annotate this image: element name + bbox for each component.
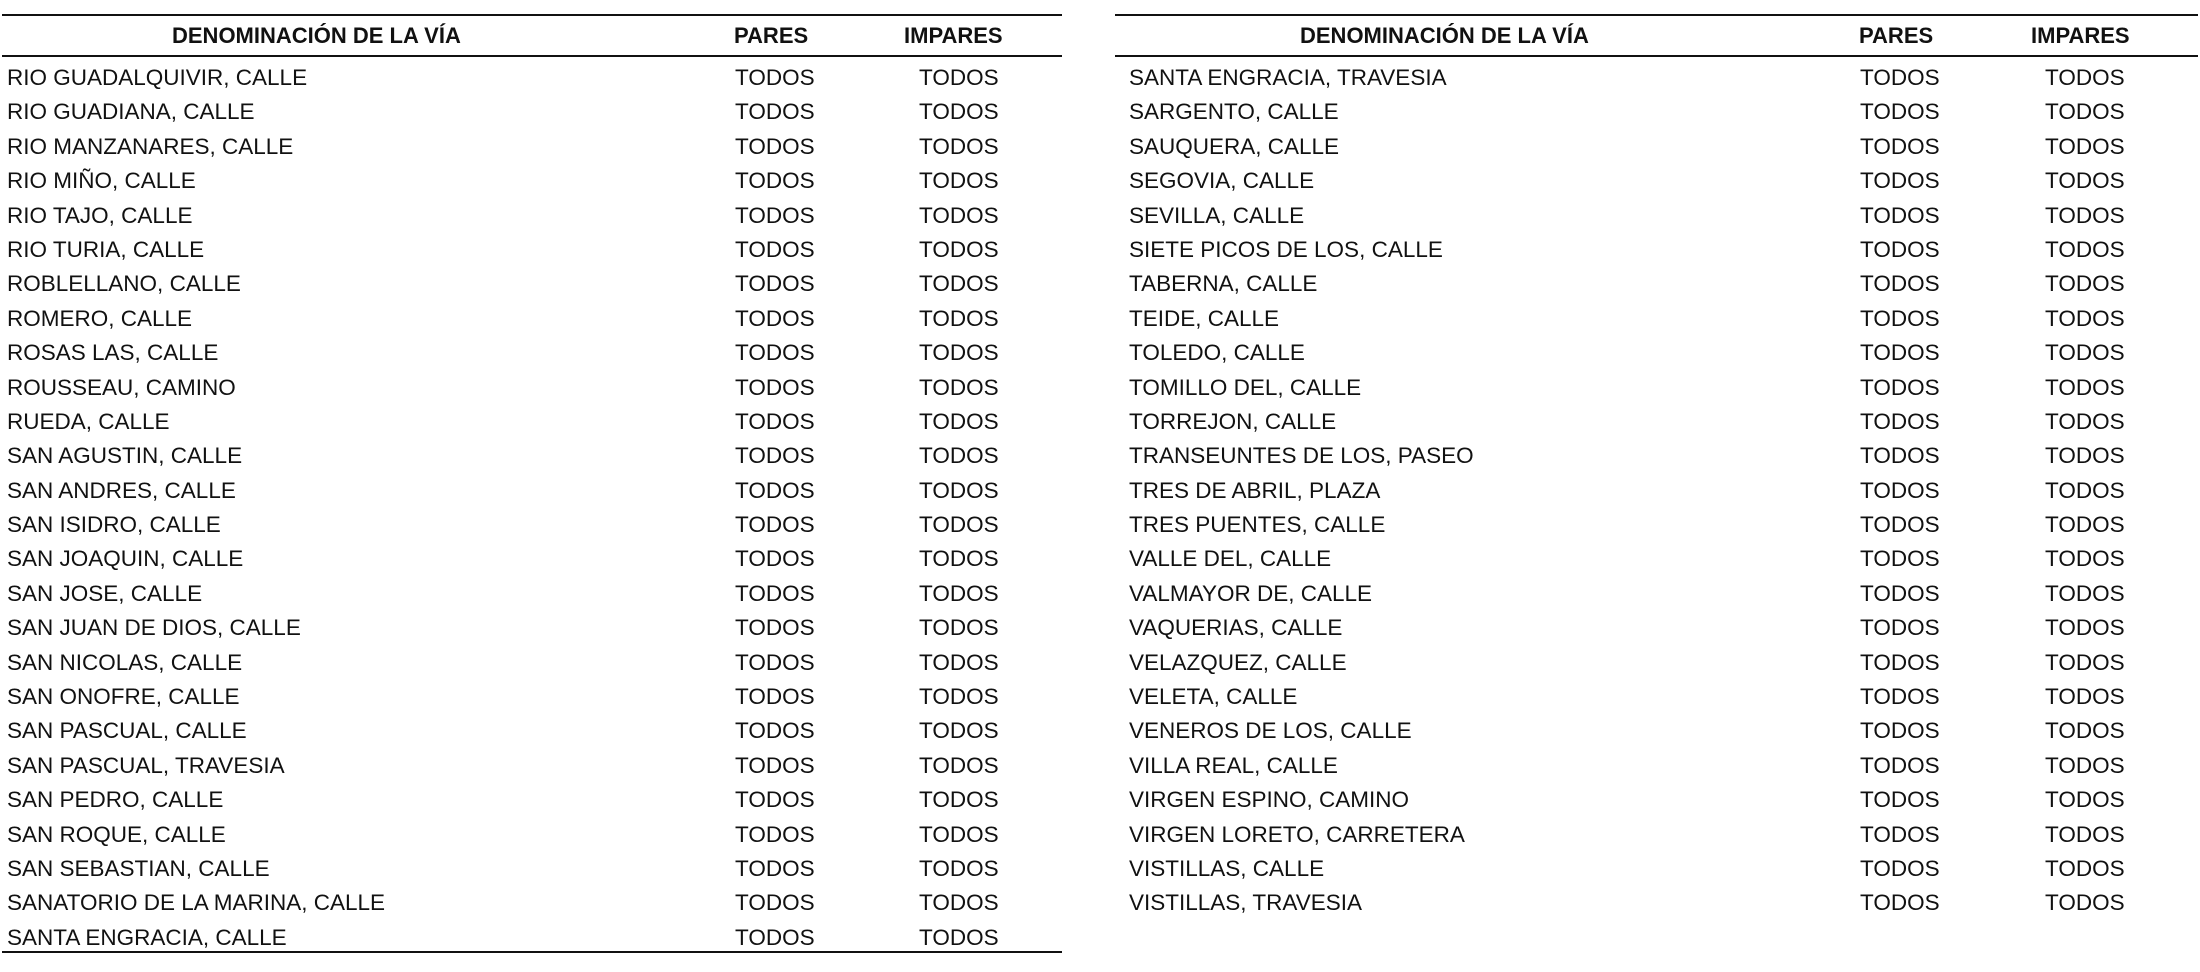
street-name: ROBLELLANO, CALLE (7, 271, 241, 297)
pares-value: TODOS (735, 752, 815, 778)
impares-value: TODOS (2045, 477, 2125, 503)
table-row (2, 779, 1062, 813)
impares-value: TODOS (2045, 787, 2125, 813)
pares-value: TODOS (1860, 649, 1940, 675)
impares-value: TODOS (2045, 133, 2125, 159)
table-row (1115, 814, 2198, 848)
table-row (1115, 642, 2198, 676)
pares-value: TODOS (735, 649, 815, 675)
table-row (2, 710, 1062, 744)
table-row (1115, 573, 2198, 607)
pares-value: TODOS (1860, 752, 1940, 778)
street-name: TOLEDO, CALLE (1129, 340, 1305, 366)
impares-value: TODOS (2045, 340, 2125, 366)
pares-value: TODOS (735, 890, 815, 916)
street-name: RUEDA, CALLE (7, 408, 170, 434)
table-row (1115, 367, 2198, 401)
impares-value: TODOS (2045, 512, 2125, 538)
table-row (1115, 263, 2198, 297)
column-header-pares: PARES (1859, 23, 1934, 48)
pares-value: TODOS (1860, 821, 1940, 847)
pares-value: TODOS (1860, 443, 1940, 469)
impares-value: TODOS (919, 855, 999, 881)
pares-value: TODOS (1860, 580, 1940, 606)
pares-value: TODOS (1860, 408, 1940, 434)
impares-value: TODOS (2045, 752, 2125, 778)
impares-value: TODOS (2045, 684, 2125, 710)
column-header-impares: IMPARES (2031, 23, 2130, 48)
street-name: SAN AGUSTIN, CALLE (7, 443, 243, 469)
impares-value: TODOS (2045, 202, 2125, 228)
impares-value: TODOS (919, 924, 999, 950)
street-name: TEIDE, CALLE (1129, 305, 1280, 331)
table-header (1115, 14, 2198, 57)
impares-value: TODOS (2045, 821, 2125, 847)
pares-value: TODOS (735, 305, 815, 331)
pares-value: TODOS (1860, 890, 1940, 916)
impares-value: TODOS (2045, 305, 2125, 331)
table-row (2, 470, 1062, 504)
impares-value: TODOS (2045, 855, 2125, 881)
pares-value: TODOS (735, 580, 815, 606)
table-row (2, 814, 1062, 848)
impares-value: TODOS (919, 236, 999, 262)
impares-value: TODOS (919, 133, 999, 159)
pares-value: TODOS (735, 202, 815, 228)
pares-value: TODOS (1860, 787, 1940, 813)
impares-value: TODOS (2045, 236, 2125, 262)
table-row (1115, 848, 2198, 882)
street-name: VISTILLAS, TRAVESIA (1129, 890, 1363, 916)
table-row (2, 160, 1062, 194)
table-row (1115, 504, 2198, 538)
table-body (2, 57, 1062, 953)
pares-value: TODOS (735, 821, 815, 847)
table-row (1115, 91, 2198, 125)
pares-value: TODOS (735, 236, 815, 262)
pares-value: TODOS (735, 340, 815, 366)
table-row (1115, 745, 2198, 779)
impares-value: TODOS (2045, 99, 2125, 125)
street-name: SANTA ENGRACIA, CALLE (7, 924, 287, 950)
table-row (2, 573, 1062, 607)
table-row (1115, 882, 2198, 916)
pares-value: TODOS (735, 374, 815, 400)
pares-value: TODOS (735, 615, 815, 641)
table-body (1115, 57, 2198, 917)
street-name: ROUSSEAU, CAMINO (7, 374, 236, 400)
street-name: ROSAS LAS, CALLE (7, 340, 219, 366)
street-table-right (1115, 14, 2198, 917)
pares-value: TODOS (1860, 168, 1940, 194)
pares-value: TODOS (735, 133, 815, 159)
pares-value: TODOS (1860, 99, 1940, 125)
pares-value: TODOS (735, 512, 815, 538)
street-name: SAN PASCUAL, TRAVESIA (7, 752, 285, 778)
pares-value: TODOS (1860, 236, 1940, 262)
table-row (2, 607, 1062, 641)
impares-value: TODOS (919, 340, 999, 366)
table-row (2, 676, 1062, 710)
pares-value: TODOS (735, 684, 815, 710)
impares-value: TODOS (919, 580, 999, 606)
street-name: RIO GUADALQUIVIR, CALLE (7, 65, 308, 90)
pares-value: TODOS (1860, 271, 1940, 297)
column-header-name: DENOMINACIÓN DE LA VÍA (1300, 23, 1589, 48)
impares-value: TODOS (919, 168, 999, 194)
table-row (2, 435, 1062, 469)
pares-value: TODOS (1860, 305, 1940, 331)
street-name: RIO MIÑO, CALLE (7, 168, 196, 194)
street-name: VILLA REAL, CALLE (1129, 752, 1338, 778)
street-name: VIRGEN LORETO, CARRETERA (1129, 821, 1465, 847)
table-row (1115, 57, 2198, 91)
table-header (2, 14, 1062, 57)
table-row (2, 298, 1062, 332)
impares-value: TODOS (919, 821, 999, 847)
impares-value: TODOS (2045, 374, 2125, 400)
street-name: SAN JOSE, CALLE (7, 580, 203, 606)
impares-value: TODOS (2045, 718, 2125, 744)
table-row (1115, 229, 2198, 263)
street-name: VELETA, CALLE (1129, 684, 1298, 710)
street-name: VIRGEN ESPINO, CAMINO (1129, 787, 1410, 813)
street-name: SEVILLA, CALLE (1129, 202, 1305, 228)
impares-value: TODOS (919, 649, 999, 675)
street-name: SEGOVIA, CALLE (1129, 168, 1315, 194)
street-name: SAN ROQUE, CALLE (7, 821, 226, 847)
table-row (1115, 710, 2198, 744)
table-row (1115, 160, 2198, 194)
street-name: VALLE DEL, CALLE (1129, 546, 1332, 572)
table-row (2, 401, 1062, 435)
impares-value: TODOS (919, 546, 999, 572)
street-name: SAN PEDRO, CALLE (7, 787, 224, 813)
impares-value: TODOS (919, 752, 999, 778)
street-name: SAN PASCUAL, CALLE (7, 718, 247, 744)
table-row (1115, 676, 2198, 710)
impares-value: TODOS (2045, 546, 2125, 572)
pares-value: TODOS (735, 168, 815, 194)
street-name: SAN JUAN DE DIOS, CALLE (7, 615, 301, 641)
table-row (1115, 607, 2198, 641)
pares-value: TODOS (735, 271, 815, 297)
impares-value: TODOS (2045, 65, 2125, 90)
street-name: RIO TURIA, CALLE (7, 236, 205, 262)
pares-value: TODOS (735, 924, 815, 950)
street-name: RIO GUADIANA, CALLE (7, 99, 255, 125)
column-header-impares: IMPARES (904, 23, 1003, 48)
pares-value: TODOS (735, 546, 815, 572)
pares-value: TODOS (735, 408, 815, 434)
impares-value: TODOS (919, 477, 999, 503)
street-name: TORREJON, CALLE (1129, 408, 1337, 434)
impares-value: TODOS (919, 305, 999, 331)
pares-value: TODOS (1860, 133, 1940, 159)
street-name: SARGENTO, CALLE (1129, 99, 1339, 125)
street-name: SAN ONOFRE, CALLE (7, 684, 240, 710)
impares-value: TODOS (919, 271, 999, 297)
impares-value: TODOS (919, 408, 999, 434)
table-row (2, 57, 1062, 91)
table-row (1115, 332, 2198, 366)
impares-value: TODOS (2045, 615, 2125, 641)
street-name: TRES DE ABRIL, PLAZA (1129, 477, 1381, 503)
impares-value: TODOS (2045, 649, 2125, 675)
street-name: VISTILLAS, CALLE (1129, 855, 1325, 881)
pares-value: TODOS (735, 855, 815, 881)
impares-value: TODOS (919, 684, 999, 710)
pares-value: TODOS (1860, 374, 1940, 400)
street-name: SAN ANDRES, CALLE (7, 477, 236, 503)
street-name: SAN SEBASTIAN, CALLE (7, 855, 270, 881)
street-name: ROMERO, CALLE (7, 305, 193, 331)
impares-value: TODOS (919, 374, 999, 400)
pares-value: TODOS (1860, 615, 1940, 641)
table-row (2, 745, 1062, 779)
street-name: RIO TAJO, CALLE (7, 202, 193, 228)
table-row (1115, 298, 2198, 332)
pares-value: TODOS (1860, 65, 1940, 90)
street-table-left (2, 14, 1062, 953)
impares-value: TODOS (2045, 168, 2125, 194)
impares-value: TODOS (2045, 271, 2125, 297)
pares-value: TODOS (1860, 684, 1940, 710)
table-row (2, 332, 1062, 366)
column-header-name: DENOMINACIÓN DE LA VÍA (172, 23, 461, 48)
table-row (2, 229, 1062, 263)
table-row (2, 538, 1062, 572)
pares-value: TODOS (1860, 512, 1940, 538)
table-row (2, 367, 1062, 401)
pares-value: TODOS (1860, 546, 1940, 572)
table-row (2, 917, 1062, 951)
street-name: SAN JOAQUIN, CALLE (7, 546, 244, 572)
pares-value: TODOS (735, 443, 815, 469)
column-header-pares: PARES (734, 23, 809, 48)
impares-value: TODOS (919, 99, 999, 125)
impares-value: TODOS (919, 512, 999, 538)
table-row (2, 91, 1062, 125)
table-row (1115, 195, 2198, 229)
street-name: SIETE PICOS DE LOS, CALLE (1129, 236, 1443, 262)
pares-value: TODOS (735, 477, 815, 503)
table-row (2, 126, 1062, 160)
table-row (2, 642, 1062, 676)
impares-value: TODOS (919, 787, 999, 813)
pares-value: TODOS (735, 718, 815, 744)
impares-value: TODOS (919, 615, 999, 641)
street-name: TABERNA, CALLE (1129, 271, 1318, 297)
pares-value: TODOS (1860, 477, 1940, 503)
table-row (1115, 126, 2198, 160)
table-row (2, 195, 1062, 229)
pares-value: TODOS (735, 787, 815, 813)
street-name: RIO MANZANARES, CALLE (7, 133, 294, 159)
street-name: SANATORIO DE LA MARINA, CALLE (7, 890, 386, 916)
table-row (2, 882, 1062, 916)
impares-value: TODOS (2045, 408, 2125, 434)
impares-value: TODOS (2045, 580, 2125, 606)
street-name: TRANSEUNTES DE LOS, PASEO (1129, 443, 1474, 469)
impares-value: TODOS (919, 443, 999, 469)
street-name: TRES PUENTES, CALLE (1129, 512, 1386, 538)
table-row (1115, 538, 2198, 572)
impares-value: TODOS (919, 65, 999, 90)
table-row (1115, 401, 2198, 435)
street-name: SAN NICOLAS, CALLE (7, 649, 243, 675)
street-name: VELAZQUEZ, CALLE (1129, 649, 1347, 675)
table-row (1115, 779, 2198, 813)
table-row (1115, 435, 2198, 469)
table-row (2, 848, 1062, 882)
street-name: VAQUERIAS, CALLE (1129, 615, 1343, 641)
pares-value: TODOS (735, 99, 815, 125)
pares-value: TODOS (1860, 340, 1940, 366)
pares-value: TODOS (735, 65, 815, 90)
street-name: SAUQUERA, CALLE (1129, 133, 1340, 159)
pares-value: TODOS (1860, 855, 1940, 881)
street-name: SANTA ENGRACIA, TRAVESIA (1129, 65, 1447, 90)
impares-value: TODOS (2045, 443, 2125, 469)
impares-value: TODOS (919, 890, 999, 916)
pares-value: TODOS (1860, 202, 1940, 228)
street-name: TOMILLO DEL, CALLE (1129, 374, 1362, 400)
table-row (2, 504, 1062, 538)
street-name: VENEROS DE LOS, CALLE (1129, 718, 1412, 744)
street-name: VALMAYOR DE, CALLE (1129, 580, 1372, 606)
pares-value: TODOS (1860, 718, 1940, 744)
table-row (1115, 470, 2198, 504)
impares-value: TODOS (919, 718, 999, 744)
street-name: SAN ISIDRO, CALLE (7, 512, 221, 538)
impares-value: TODOS (2045, 890, 2125, 916)
table-row (2, 263, 1062, 297)
impares-value: TODOS (919, 202, 999, 228)
